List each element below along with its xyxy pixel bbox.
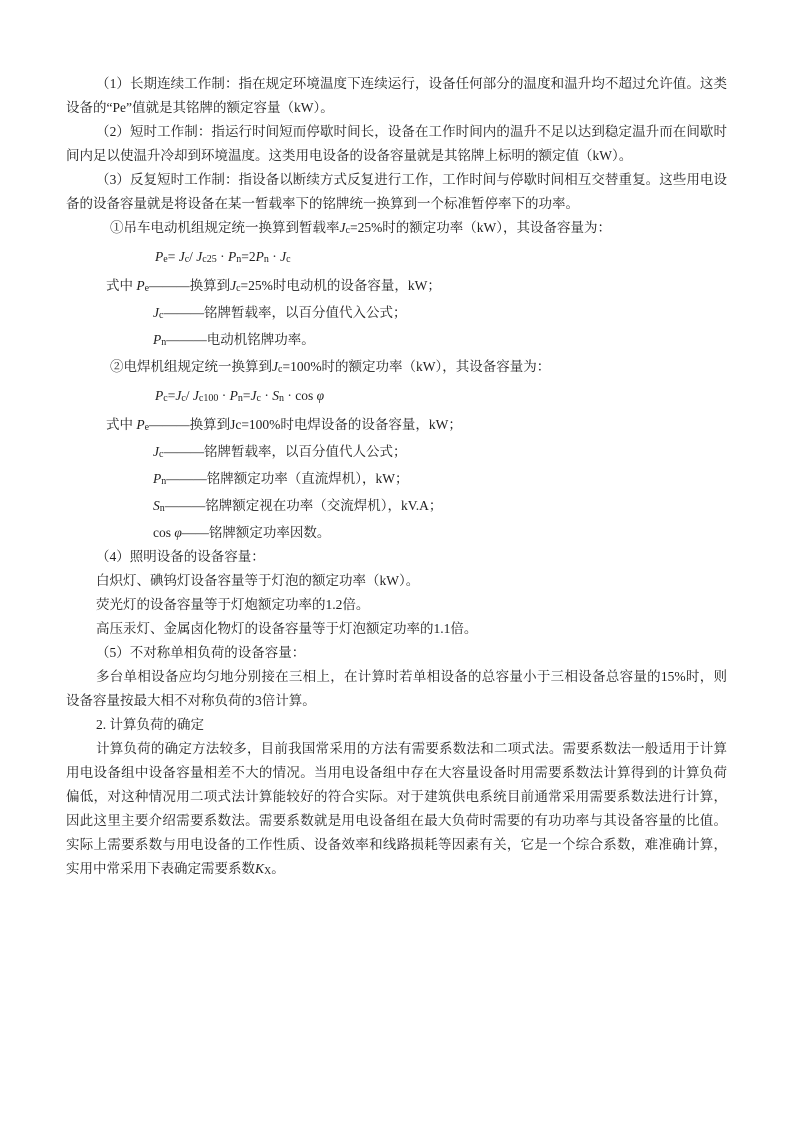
subscript: n [236, 254, 242, 265]
text-run: 计算负荷的确定方法较多，目前我国常采用的方法有需要系数法和二项式法。需要系数法一般适用于计算用电设备组中设备容量相差不大的情况。当用电设备组中存在大容量设备时用需要系数法计算得到的计算负荷偏低，对这种情况用二项式法计算能较好的符合实际。对于建筑供电系统目前通常采用需要系数法进行计算，因此这里主要介绍需要系数法。需要系数就是用电设备组在最大负荷时需要的有功功率与其设备容量的比值。实际上需要系数与用电设备的工作性质、设备效率和线路损耗等因素有关，它是一个综合系数，难准确计算，实用中常采用下表确定需要系数 [66, 741, 727, 876]
text-run: （5）不对称单相负荷的设备容量： [96, 645, 306, 660]
variable-symbol: S [272, 388, 279, 403]
subscript: c [278, 364, 283, 375]
variable-symbol: P [153, 332, 162, 347]
subscript: e [144, 283, 150, 294]
text-run: 式中 [106, 278, 137, 293]
variable-symbol: J [339, 220, 346, 235]
variable-symbol: P [155, 249, 164, 264]
text-run: ———铭牌额定视在功率（交流焊机），kV.A； [164, 498, 443, 513]
text-run: = [242, 388, 251, 403]
variable-symbol: P [136, 278, 145, 293]
subscript: 100 [203, 393, 219, 404]
variable-symbol: P [228, 249, 237, 264]
text-run: 2. 计算负荷的确定 [96, 717, 204, 732]
paragraph [66, 72, 727, 120]
definition-line [66, 301, 727, 328]
variable-symbol: J [175, 388, 182, 403]
paragraph [66, 665, 727, 713]
definition-head-line [66, 274, 727, 301]
text-run: ———换算到Jc=100%时电焊设备的设备容量，kW； [149, 417, 462, 432]
variable-symbol: J [280, 249, 287, 264]
text-run: ———电动机铭牌功率。 [166, 332, 315, 347]
paragraph [66, 641, 727, 665]
subscript: c [345, 225, 350, 236]
text-run: 式中 [106, 417, 137, 432]
variable-symbol: J [196, 249, 203, 264]
definition-line [66, 328, 727, 355]
subscript: n [161, 476, 167, 487]
formula-line [66, 382, 727, 413]
variable-symbol: P [136, 417, 145, 432]
text-run: ———铭牌额定功率（直流焊机），kW； [166, 471, 409, 486]
subscript: n [159, 503, 165, 514]
text-run: · [268, 249, 281, 264]
text-run: ———铭牌暂载率，以百分值代入公式； [163, 305, 407, 320]
variable-symbol: J [230, 278, 237, 293]
paragraph [66, 737, 727, 884]
paragraph [66, 593, 727, 617]
variable-symbol: K [255, 861, 265, 876]
text-run: ———铭牌暂载率，以百分值代人公式； [163, 444, 407, 459]
text-run: · cos [283, 388, 317, 403]
variable-symbol: φ [316, 388, 325, 403]
variable-symbol: J [192, 388, 199, 403]
variable-symbol: J [250, 388, 257, 403]
subscript: c [181, 393, 186, 404]
variable-symbol: J [272, 359, 278, 374]
text-run: =25%时的额定功率（kW），其设备容量为： [349, 220, 612, 235]
variable-symbol: P [229, 388, 238, 403]
text-run: · [216, 249, 228, 264]
text-run: ———换算到 [149, 278, 231, 293]
paragraph [66, 545, 727, 569]
subscript: c [159, 310, 164, 321]
formula-line [66, 243, 727, 274]
text-run: =2 [241, 249, 256, 264]
text-run: 多台单相设备应均匀地分别接在三相上，在计算时若单相设备的总容量小于三相设备总容量的15%时，则设备容量按最大相不对称负荷的3倍计算。 [66, 669, 727, 708]
variable-symbol: S [153, 498, 160, 513]
text-run: / [185, 388, 193, 403]
subscript: e [163, 254, 168, 265]
text-run: ①吊车电动机组规定统一换算到暂载率 [110, 220, 340, 235]
text-run: （2）短时工作制：指运行时间短而停歇时间长，设备在工作时间内的温升不足以达到稳定温升而在间歇时间内足以使温升冷却到环境温度。这类用电设备的设备容量就是其铭牌上标明的额定值（kW）。 [66, 124, 727, 163]
variable-symbol: J [178, 249, 185, 264]
list-item-paragraph [66, 355, 727, 382]
text-run: ②电焊机组规定统一换算到 [110, 359, 272, 374]
text-run: · [218, 388, 230, 403]
definition-line [66, 494, 727, 521]
subscript: c [202, 254, 207, 265]
text-run: 高压汞灯、金属卤化物灯的设备容量等于灯泡额定功率的1.1倍。 [96, 621, 478, 636]
text-run: = [167, 388, 176, 403]
variable-symbol: φ [174, 525, 182, 540]
subscript: n [263, 254, 269, 265]
paragraph [66, 713, 727, 737]
text-run: ——铭牌额定功率因数。 [181, 525, 331, 540]
subscript: n [237, 393, 243, 404]
subscript: c [256, 393, 261, 404]
subscript: e [144, 422, 150, 433]
subscript: c [159, 449, 164, 460]
variable-symbol: P [155, 388, 164, 403]
document-body [66, 72, 727, 884]
definition-line [66, 440, 727, 467]
variable-symbol: J [153, 305, 159, 320]
variable-symbol: J [153, 444, 159, 459]
text-run: （3）反复短时工作制：指设备以断续方式反复进行工作，工作时间与停歇时间相互交替重复。这些用电设备的设备容量就是将设备在某一暂载率下的铭牌统一换算到一个标准暂停率下的功率。 [66, 172, 727, 211]
subscript: 25 [206, 254, 217, 265]
paragraph [66, 617, 727, 641]
list-item-paragraph [66, 216, 727, 243]
text-run: =25%时电动机的设备容量，kW； [240, 278, 441, 293]
subscript: n [278, 393, 284, 404]
text-run: 荧光灯的设备容量等于灯炮额定功率的1.2倍。 [96, 597, 370, 612]
text-run: 白炽灯、碘钨灯设备容量等于灯泡的额定功率（kW）。 [96, 573, 420, 588]
paragraph [66, 168, 727, 216]
variable-symbol: P [255, 249, 264, 264]
subscript: c [198, 393, 204, 404]
definition-line [66, 467, 727, 494]
paragraph [66, 569, 727, 593]
text-run: = [167, 249, 179, 264]
subscript: c [184, 254, 190, 265]
subscript: c [286, 254, 291, 265]
definition-head-line [66, 413, 727, 440]
variable-symbol: P [153, 471, 162, 486]
subscript: n [161, 337, 167, 348]
definition-line [66, 521, 727, 545]
subscript: X [264, 866, 272, 877]
text-run: / [189, 249, 197, 264]
text-run: （1）长期连续工作制：指在规定环境温度下连续运行，设备任何部分的温度和温升均不超过允许值。这类设备的“Pe”值就是其铭牌的额定容量（kW）。 [66, 76, 727, 115]
text-run: =100%时的额定功率（kW），其设备容量为： [282, 359, 551, 374]
subscript: c [236, 283, 241, 294]
text-run: （4）照明设备的设备容量： [96, 549, 265, 564]
text-run: 。 [271, 861, 285, 876]
text-run: cos [153, 525, 175, 540]
subscript: c [163, 393, 168, 404]
text-run: · [260, 388, 273, 403]
paragraph [66, 120, 727, 168]
